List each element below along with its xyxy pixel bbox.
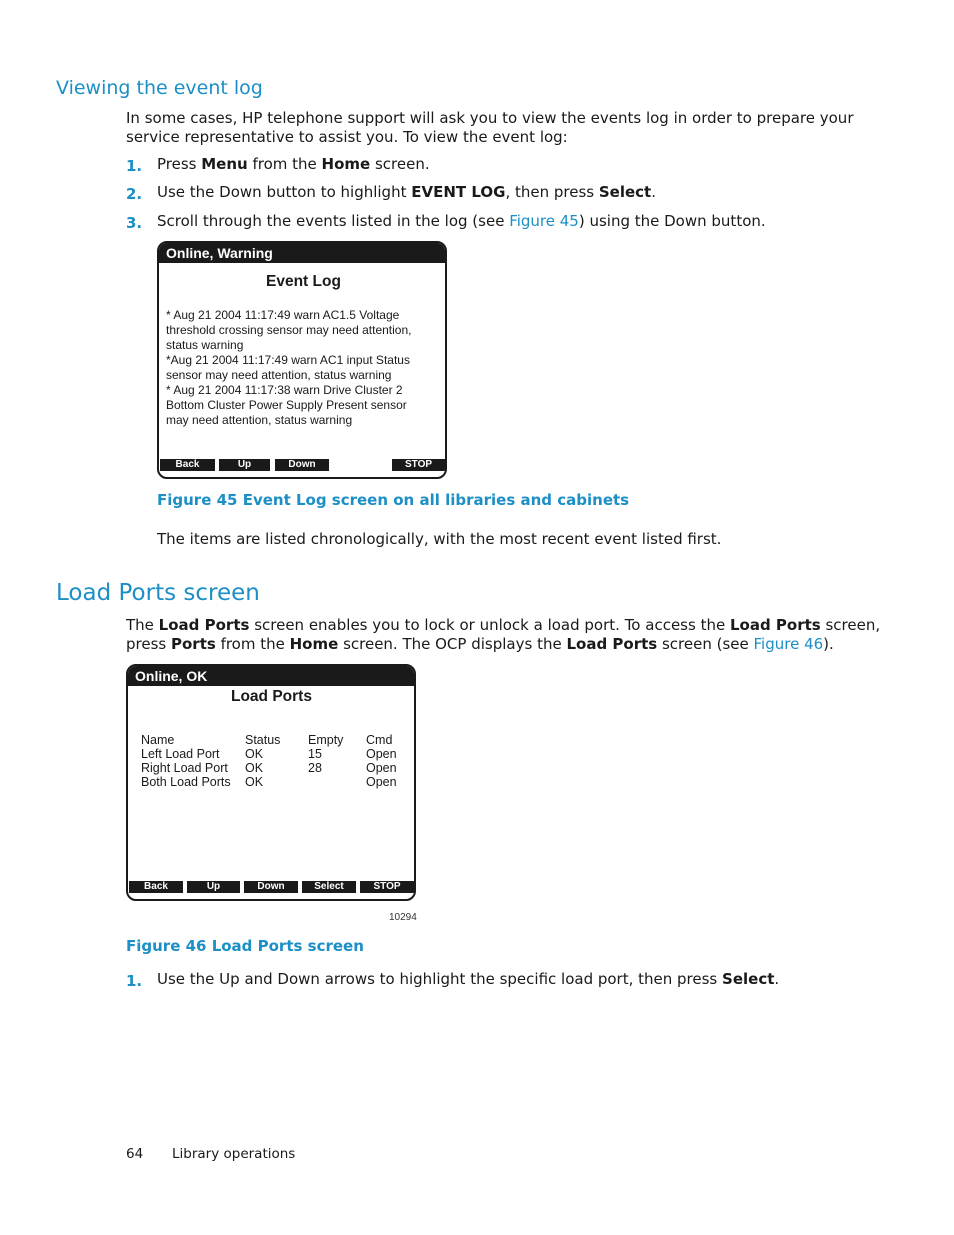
- event-log-after-text: The items are listed chronologically, with the most recent event listed first.: [157, 530, 722, 548]
- screen-title: Load Ports: [231, 688, 312, 705]
- step-number: 1.: [126, 972, 143, 990]
- text: screen enables you to lock or unlock a load port. To access the: [249, 616, 730, 634]
- event-line: *Aug 21 2004 11:17:49 warn AC1 input Status: [166, 353, 410, 367]
- text: ) using the Down button.: [578, 212, 766, 230]
- text: screen,: [820, 616, 881, 634]
- load-ports-screen: [126, 664, 416, 901]
- figure-number: 10294: [389, 912, 417, 923]
- cell-cmd: Open: [366, 775, 397, 789]
- column-header: Name: [141, 733, 175, 747]
- down-softkey[interactable]: Down: [244, 881, 298, 893]
- text: from the: [247, 155, 322, 173]
- section-heading-event-log: Viewing the event log: [56, 77, 263, 99]
- cell-name: Right Load Port: [141, 761, 228, 775]
- cell-empty: 28: [308, 761, 322, 775]
- text: press: [126, 635, 171, 653]
- figure-46-link[interactable]: Figure 46: [753, 635, 824, 653]
- ui-term-menu: Menu: [201, 155, 248, 173]
- screen-title: Event Log: [266, 273, 341, 290]
- cell-empty: 15: [308, 747, 322, 761]
- event-line: may need attention, status warning: [166, 413, 353, 427]
- text: screen.: [370, 155, 430, 173]
- table-row[interactable]: [141, 775, 407, 789]
- text: Scroll through the events listed in the log (see: [157, 212, 510, 230]
- table-row[interactable]: [141, 761, 407, 775]
- load-ports-step-1-text: [157, 970, 779, 989]
- load-ports-table: [141, 733, 407, 789]
- screen-status-bar: Online, OK: [128, 666, 414, 686]
- cell-cmd: Open: [366, 747, 397, 761]
- cell-name: Left Load Port: [141, 747, 220, 761]
- load-ports-intro-line-1: [126, 616, 880, 635]
- cell-status: OK: [245, 761, 264, 775]
- step-number: 3.: [126, 214, 143, 232]
- step-1: [126, 156, 142, 175]
- event-log-screen: [157, 241, 447, 479]
- text: .: [651, 183, 656, 201]
- back-softkey[interactable]: Back: [129, 881, 183, 893]
- footer-section-title: Library operations: [172, 1146, 296, 1162]
- cell-status: OK: [245, 747, 264, 761]
- table-row[interactable]: [141, 747, 407, 761]
- step-3-text: [157, 212, 766, 231]
- screen-status-bar: Online, Warning: [159, 243, 445, 263]
- event-log-messages: [166, 308, 411, 428]
- event-line: Bottom Cluster Power Supply Present sensor: [166, 398, 407, 412]
- text: Use the Down button to highlight: [157, 183, 412, 201]
- step-number: 2.: [126, 185, 143, 203]
- stop-softkey[interactable]: STOP: [360, 881, 414, 893]
- text: screen. The OCP displays the: [338, 635, 567, 653]
- cell-status: OK: [245, 775, 264, 789]
- ui-term-home: Home: [321, 155, 371, 173]
- section-heading-load-ports: Load Ports screen: [56, 580, 260, 606]
- event-line: threshold crossing sensor may need attention,: [166, 323, 412, 337]
- text: ).: [823, 635, 834, 653]
- figure-45-caption: Figure 45 Event Log screen on all libraries and cabinets: [157, 491, 630, 509]
- text: , then press: [505, 183, 599, 201]
- page-number: 64: [126, 1146, 144, 1162]
- event-line: * Aug 21 2004 11:17:38 warn Drive Cluster 2: [166, 383, 403, 397]
- event-line: status warning: [166, 338, 244, 352]
- up-softkey[interactable]: Up: [219, 459, 270, 471]
- text: The: [126, 616, 159, 634]
- column-header: Cmd: [366, 733, 393, 747]
- ui-term-load-ports: Load Ports: [158, 616, 250, 634]
- down-softkey[interactable]: Down: [275, 459, 329, 471]
- text: screen (see: [657, 635, 754, 653]
- step-2-text: [157, 183, 656, 202]
- text: Use the Up and Down arrows to highlight the specific load port, then press: [157, 970, 723, 988]
- column-header: Empty: [308, 733, 344, 747]
- cell-name: Both Load Ports: [141, 775, 231, 789]
- back-softkey[interactable]: Back: [160, 459, 215, 471]
- ui-term-home: Home: [289, 635, 339, 653]
- ui-term-ports: Ports: [171, 635, 216, 653]
- softkey-bar: [159, 459, 445, 477]
- step-3: [126, 213, 142, 232]
- event-log-intro-line-2: service representative to assist you. To view the event log:: [126, 128, 568, 146]
- text: from the: [215, 635, 290, 653]
- ui-term-load-ports: Load Ports: [566, 635, 658, 653]
- figure-46-caption: Figure 46 Load Ports screen: [126, 937, 364, 955]
- select-softkey[interactable]: Select: [302, 881, 356, 893]
- stop-softkey[interactable]: STOP: [392, 459, 445, 471]
- cell-cmd: Open: [366, 761, 397, 775]
- text: Press: [157, 155, 202, 173]
- up-softkey[interactable]: Up: [187, 881, 240, 893]
- ui-term-load-ports: Load Ports: [729, 616, 821, 634]
- table-header-row: [141, 733, 407, 747]
- ui-term-select: Select: [722, 970, 775, 988]
- event-log-intro-line-1: In some cases, HP telephone support will ask you to view the events log in order to prepare your: [126, 109, 854, 127]
- event-line: sensor may need attention, status warning: [166, 368, 392, 382]
- load-ports-intro-line-2: [126, 635, 834, 654]
- column-header: Status: [245, 733, 281, 747]
- text: .: [774, 970, 780, 988]
- ui-term-event-log: EVENT LOG: [411, 183, 506, 201]
- load-ports-step-1: [126, 971, 142, 990]
- step-number: 1.: [126, 157, 143, 175]
- ui-term-select: Select: [598, 183, 652, 201]
- softkey-bar: [128, 881, 414, 899]
- event-line: * Aug 21 2004 11:17:49 warn AC1.5 Voltage: [166, 308, 400, 322]
- figure-45-link[interactable]: Figure 45: [509, 212, 579, 230]
- step-1-text: [157, 155, 430, 174]
- step-2: [126, 184, 142, 203]
